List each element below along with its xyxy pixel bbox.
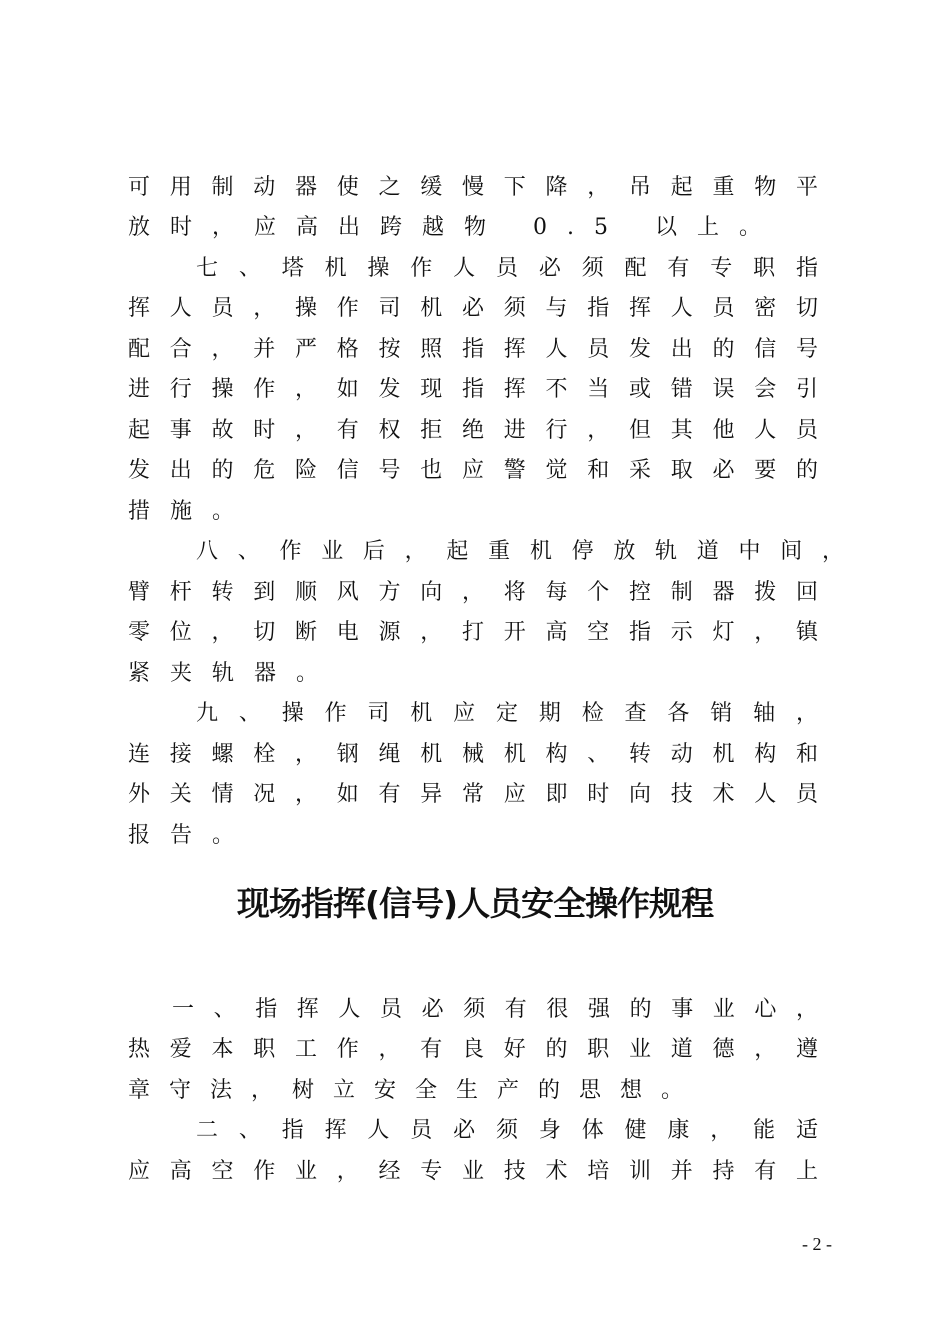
section-title: 现场指挥(信号)人员安全操作规程 (236, 884, 714, 923)
text-line: 外关情况，如有异常应即时向技术人员 (128, 782, 818, 807)
text-line: 连接螺栓，钢绳机械机构、转动机构和 (128, 742, 818, 767)
text-line: 紧夹轨器。 (128, 661, 339, 686)
page-number: - 2 - (802, 1234, 832, 1254)
text-line: 报告。 (128, 823, 255, 848)
paragraph-7-start: 七、塔机操作人员必须配有专职指 (196, 256, 818, 281)
text-line: 应高空作业，经专业技术培训并持有上 (128, 1159, 818, 1184)
text-line: 章守法，树立安全生产的思想。 (128, 1078, 703, 1103)
text-line: 措施。 (128, 499, 255, 524)
text-line: 放时，应高出跨越物 0.5 以上。 (128, 215, 781, 240)
text-line: 热爱本职工作，有良好的职业道德，遵 (128, 1037, 818, 1062)
paragraph-8-start: 八、作业后，起重机停放轨道中间， (196, 539, 844, 564)
text-line: 进行操作，如发现指挥不当或错误会引 (128, 377, 818, 402)
paragraph-1-start: 一、指挥人员必须有很强的事业心， (172, 997, 818, 1022)
text-line: 挥人员，操作司机必须与指挥人员密切 (128, 296, 818, 321)
text-line: 零位，切断电源，打开高空指示灯，镇 (128, 620, 818, 645)
text-line: 臂杆转到顺风方向，将每个控制器拨回 (128, 580, 818, 605)
text-line: 发出的危险信号也应警觉和采取必要的 (128, 458, 818, 483)
paragraph-2-start: 二、指挥人员必须身体健康，能适 (196, 1118, 818, 1143)
text-line: 起事故时，有权拒绝进行，但其他人员 (128, 418, 818, 443)
text-line: 配合，并严格按照指挥人员发出的信号 (128, 337, 818, 362)
paragraph-9-start: 九、操作司机应定期检查各销轴， (196, 701, 818, 726)
text-line: 可用制动器使之缓慢下降，吊起重物平 (128, 175, 818, 200)
